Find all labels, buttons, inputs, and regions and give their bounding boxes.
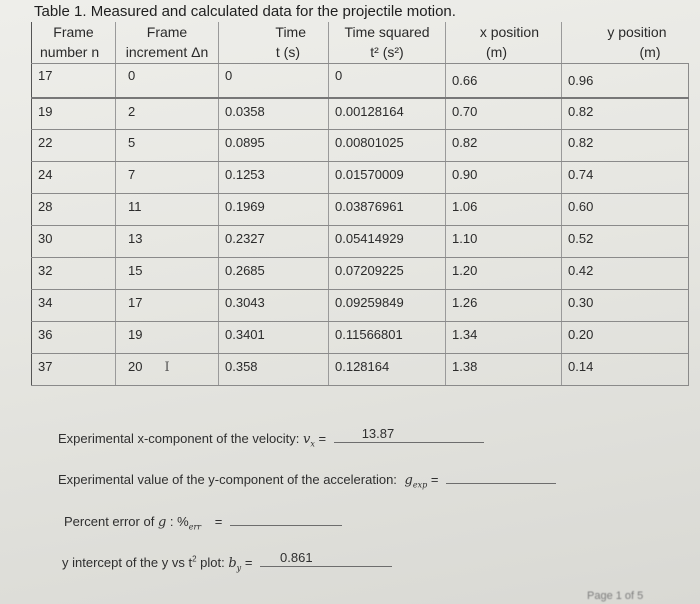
acceleration-equals: =: [430, 472, 439, 487]
cell-value: 1.20: [452, 263, 478, 278]
cell-value: 24: [38, 167, 53, 182]
cell-value: 1.26: [452, 295, 478, 310]
intercept-subscript: y: [236, 563, 242, 573]
cell-value: 34: [38, 295, 53, 310]
cell-value: 15: [128, 263, 143, 278]
cell-value: 0: [225, 68, 233, 83]
table-row: [32, 194, 689, 226]
cell-time-squared: [329, 162, 446, 194]
table-row: [32, 354, 689, 386]
acceleration-line: [58, 469, 556, 490]
cell-time-squared: [329, 194, 446, 226]
percent-error-label: Percent error of: [64, 514, 155, 529]
cell-value: 0.11566801: [335, 327, 403, 342]
cell-value: 0.09259849: [335, 295, 404, 310]
cell-x-position: [446, 98, 562, 130]
cell-time-squared: [329, 354, 446, 386]
cell-y-position: [562, 258, 689, 290]
cell-value: 0.05414929: [335, 231, 404, 246]
cell-value: 0.82: [568, 103, 594, 119]
cell-frame-increment: [116, 354, 219, 386]
cell-value: 17: [128, 295, 143, 310]
header-frame-number-sub: number n: [32, 42, 116, 64]
cell-time: [219, 162, 329, 194]
table-row: [32, 258, 689, 290]
header-frame-increment-sub: increment Δn: [116, 42, 219, 64]
cell-x-position: [446, 226, 562, 258]
cell-frame-increment: [116, 130, 219, 162]
cell-time: [219, 194, 329, 226]
cell-frame-number: [32, 64, 116, 98]
cell-value: 0.52: [568, 231, 594, 246]
cell-y-position: [562, 226, 689, 258]
velocity-symbol: v: [302, 432, 311, 447]
cell-frame-number: [32, 258, 116, 290]
table-caption: Table 1. Measured and calculated data for the projectile motion.: [34, 3, 456, 20]
table-row: [32, 322, 689, 354]
cell-x-position: [446, 64, 562, 98]
cell-frame-number: [32, 322, 116, 354]
percent-error-equals: =: [214, 514, 223, 529]
cell-time-squared: [329, 258, 446, 290]
cell-value: 0.82: [452, 135, 478, 150]
header-y-unit: (m): [562, 42, 689, 64]
percent-error-symbol: g: [157, 515, 167, 530]
velocity-line: [58, 428, 484, 449]
cell-frame-increment: [116, 162, 219, 194]
data-table: [31, 22, 689, 386]
velocity-value: 13.87: [361, 426, 395, 441]
header-time-squared-unit: t² (s²): [329, 42, 446, 64]
cell-time-squared: [329, 64, 446, 98]
cell-time: [219, 130, 329, 162]
cell-value: 0.70: [452, 103, 478, 119]
page-number: Page 1 of 5: [587, 590, 644, 602]
velocity-subscript: x: [310, 439, 315, 449]
cell-value: 0.03876961: [335, 199, 404, 214]
cell-time: [219, 322, 329, 354]
cell-value: 1.10: [452, 231, 478, 246]
header-units-row: [32, 42, 689, 64]
cell-time-squared: [329, 130, 446, 162]
cell-y-position: [562, 322, 689, 354]
cell-value: 0: [335, 68, 343, 83]
intercept-label: y intercept of the y vs t: [62, 555, 193, 570]
cell-time-squared: [329, 322, 446, 354]
cell-frame-increment: [116, 226, 219, 258]
cell-value: 1.38: [452, 359, 478, 374]
cell-time: [219, 64, 329, 98]
cell-value: 0.42: [568, 263, 594, 278]
cell-frame-number: [32, 130, 116, 162]
cell-time-squared: [329, 98, 446, 130]
cell-value: 2: [128, 103, 136, 119]
cell-frame-increment: [116, 258, 219, 290]
cell-x-position: [446, 258, 562, 290]
cell-value: 0.74: [568, 167, 594, 182]
intercept-value: 0.861: [280, 550, 313, 565]
cell-value: 0.30: [568, 295, 594, 310]
percent-error-answer-field[interactable]: [230, 511, 342, 526]
cell-value: 0.3043: [225, 295, 265, 310]
cell-value: 0.07209225: [335, 263, 404, 278]
cell-frame-increment: [116, 98, 219, 130]
intercept-equals: =: [244, 555, 253, 570]
cell-value: 28: [38, 199, 53, 214]
cell-y-position: [562, 130, 689, 162]
header-time: Time: [219, 22, 329, 42]
cell-value: 1.34: [452, 327, 478, 342]
cell-value: 17: [38, 68, 53, 83]
cell-y-position: [562, 162, 689, 194]
cell-value: 0.01570009: [335, 167, 404, 182]
acceleration-symbol: g: [404, 473, 413, 488]
cell-value: 20: [128, 359, 143, 374]
cell-value: 0.00128164: [335, 103, 404, 119]
cell-time: [219, 258, 329, 290]
cell-value: 0.2327: [225, 231, 265, 246]
cell-time: [219, 354, 329, 386]
cell-value: 0.3401: [225, 327, 265, 342]
cell-y-position: [562, 98, 689, 130]
cell-frame-increment: [116, 194, 219, 226]
cell-x-position: [446, 354, 562, 386]
header-time-squared: Time squared: [329, 22, 446, 42]
cell-x-position: [446, 322, 562, 354]
cell-value: 0.20: [568, 327, 594, 342]
cell-value: 13: [128, 231, 143, 246]
cell-time: [219, 98, 329, 130]
acceleration-answer-field[interactable]: [446, 469, 556, 484]
header-frame-number: Frame: [32, 22, 116, 42]
cell-y-position: [562, 194, 689, 226]
cell-time-squared: [329, 290, 446, 322]
cell-value: 0.00801025: [335, 135, 404, 150]
velocity-equals: =: [318, 431, 327, 446]
cell-value: 32: [38, 263, 53, 278]
intercept-symbol: b: [228, 556, 237, 571]
cell-value: 0: [128, 68, 136, 83]
cell-frame-number: [32, 226, 116, 258]
cell-value: 0.358: [225, 359, 258, 374]
cell-value: 7: [128, 167, 136, 182]
cell-frame-number: [32, 194, 116, 226]
acceleration-label: Experimental value of the y-component of the acceleration:: [58, 472, 397, 487]
header-time-unit: t (s): [219, 42, 329, 64]
cell-x-position: [446, 290, 562, 322]
cell-value: 22: [38, 135, 53, 150]
cell-value: 0.90: [452, 167, 478, 182]
header-x-unit: (m): [446, 42, 562, 64]
cell-time-squared: [329, 226, 446, 258]
cell-y-position: [562, 354, 689, 386]
percent-error-mid: : %: [169, 514, 189, 529]
cell-value: 11: [128, 199, 142, 214]
percent-error-subscript: err: [188, 522, 202, 532]
table-row: [32, 64, 689, 98]
table-row: [32, 98, 689, 130]
cell-value: 0.2685: [225, 263, 265, 278]
cell-value: 0.1969: [225, 199, 265, 214]
intercept-line: [62, 552, 392, 573]
cell-value: 19: [128, 327, 143, 342]
cell-frame-number: [32, 162, 116, 194]
cell-frame-increment: [116, 322, 219, 354]
table-row: [32, 130, 689, 162]
cell-time: [219, 226, 329, 258]
header-x-position: x position: [446, 22, 562, 42]
table-row: [32, 226, 689, 258]
cell-value: 0.96: [568, 73, 594, 88]
cell-x-position: [446, 162, 562, 194]
cell-frame-increment: [116, 64, 219, 98]
velocity-label: Experimental x-component of the velocity:: [58, 431, 300, 446]
cell-value: 1.06: [452, 199, 478, 214]
cell-frame-number: [32, 98, 116, 130]
intercept-superscript: 2: [192, 554, 197, 564]
header-row: [32, 22, 689, 42]
cell-x-position: [446, 130, 562, 162]
cell-value: 0.0895: [225, 135, 265, 150]
cell-value: 30: [38, 231, 53, 246]
cell-x-position: [446, 194, 562, 226]
cell-y-position: [562, 64, 689, 98]
cell-time: [219, 290, 329, 322]
table-row: [32, 162, 689, 194]
cell-value: 0.60: [568, 199, 594, 214]
table-row: [32, 290, 689, 322]
header-y-position: y position: [562, 22, 689, 42]
text-cursor-icon: I: [164, 360, 170, 375]
cell-value: 0.82: [568, 135, 594, 150]
cell-value: 0.128164: [335, 359, 390, 374]
velocity-answer-field[interactable]: [334, 428, 484, 443]
header-frame-increment: Frame: [116, 22, 219, 42]
acceleration-subscript: exp: [412, 480, 428, 490]
cell-value: 0.14: [568, 359, 594, 374]
percent-error-line: [64, 511, 342, 532]
cell-value: 19: [38, 103, 53, 119]
cell-value: 0.0358: [225, 103, 265, 119]
cell-value: 0.66: [452, 73, 478, 88]
cell-value: 0.1253: [225, 167, 265, 182]
cell-y-position: [562, 290, 689, 322]
cell-value: 37: [38, 359, 53, 374]
cell-frame-number: [32, 354, 116, 386]
cell-value: 36: [38, 327, 53, 342]
cell-frame-number: [32, 290, 116, 322]
cell-value: 5: [128, 135, 136, 150]
intercept-answer-field[interactable]: [260, 552, 392, 567]
cell-frame-increment: [116, 290, 219, 322]
intercept-after: plot:: [200, 555, 225, 570]
